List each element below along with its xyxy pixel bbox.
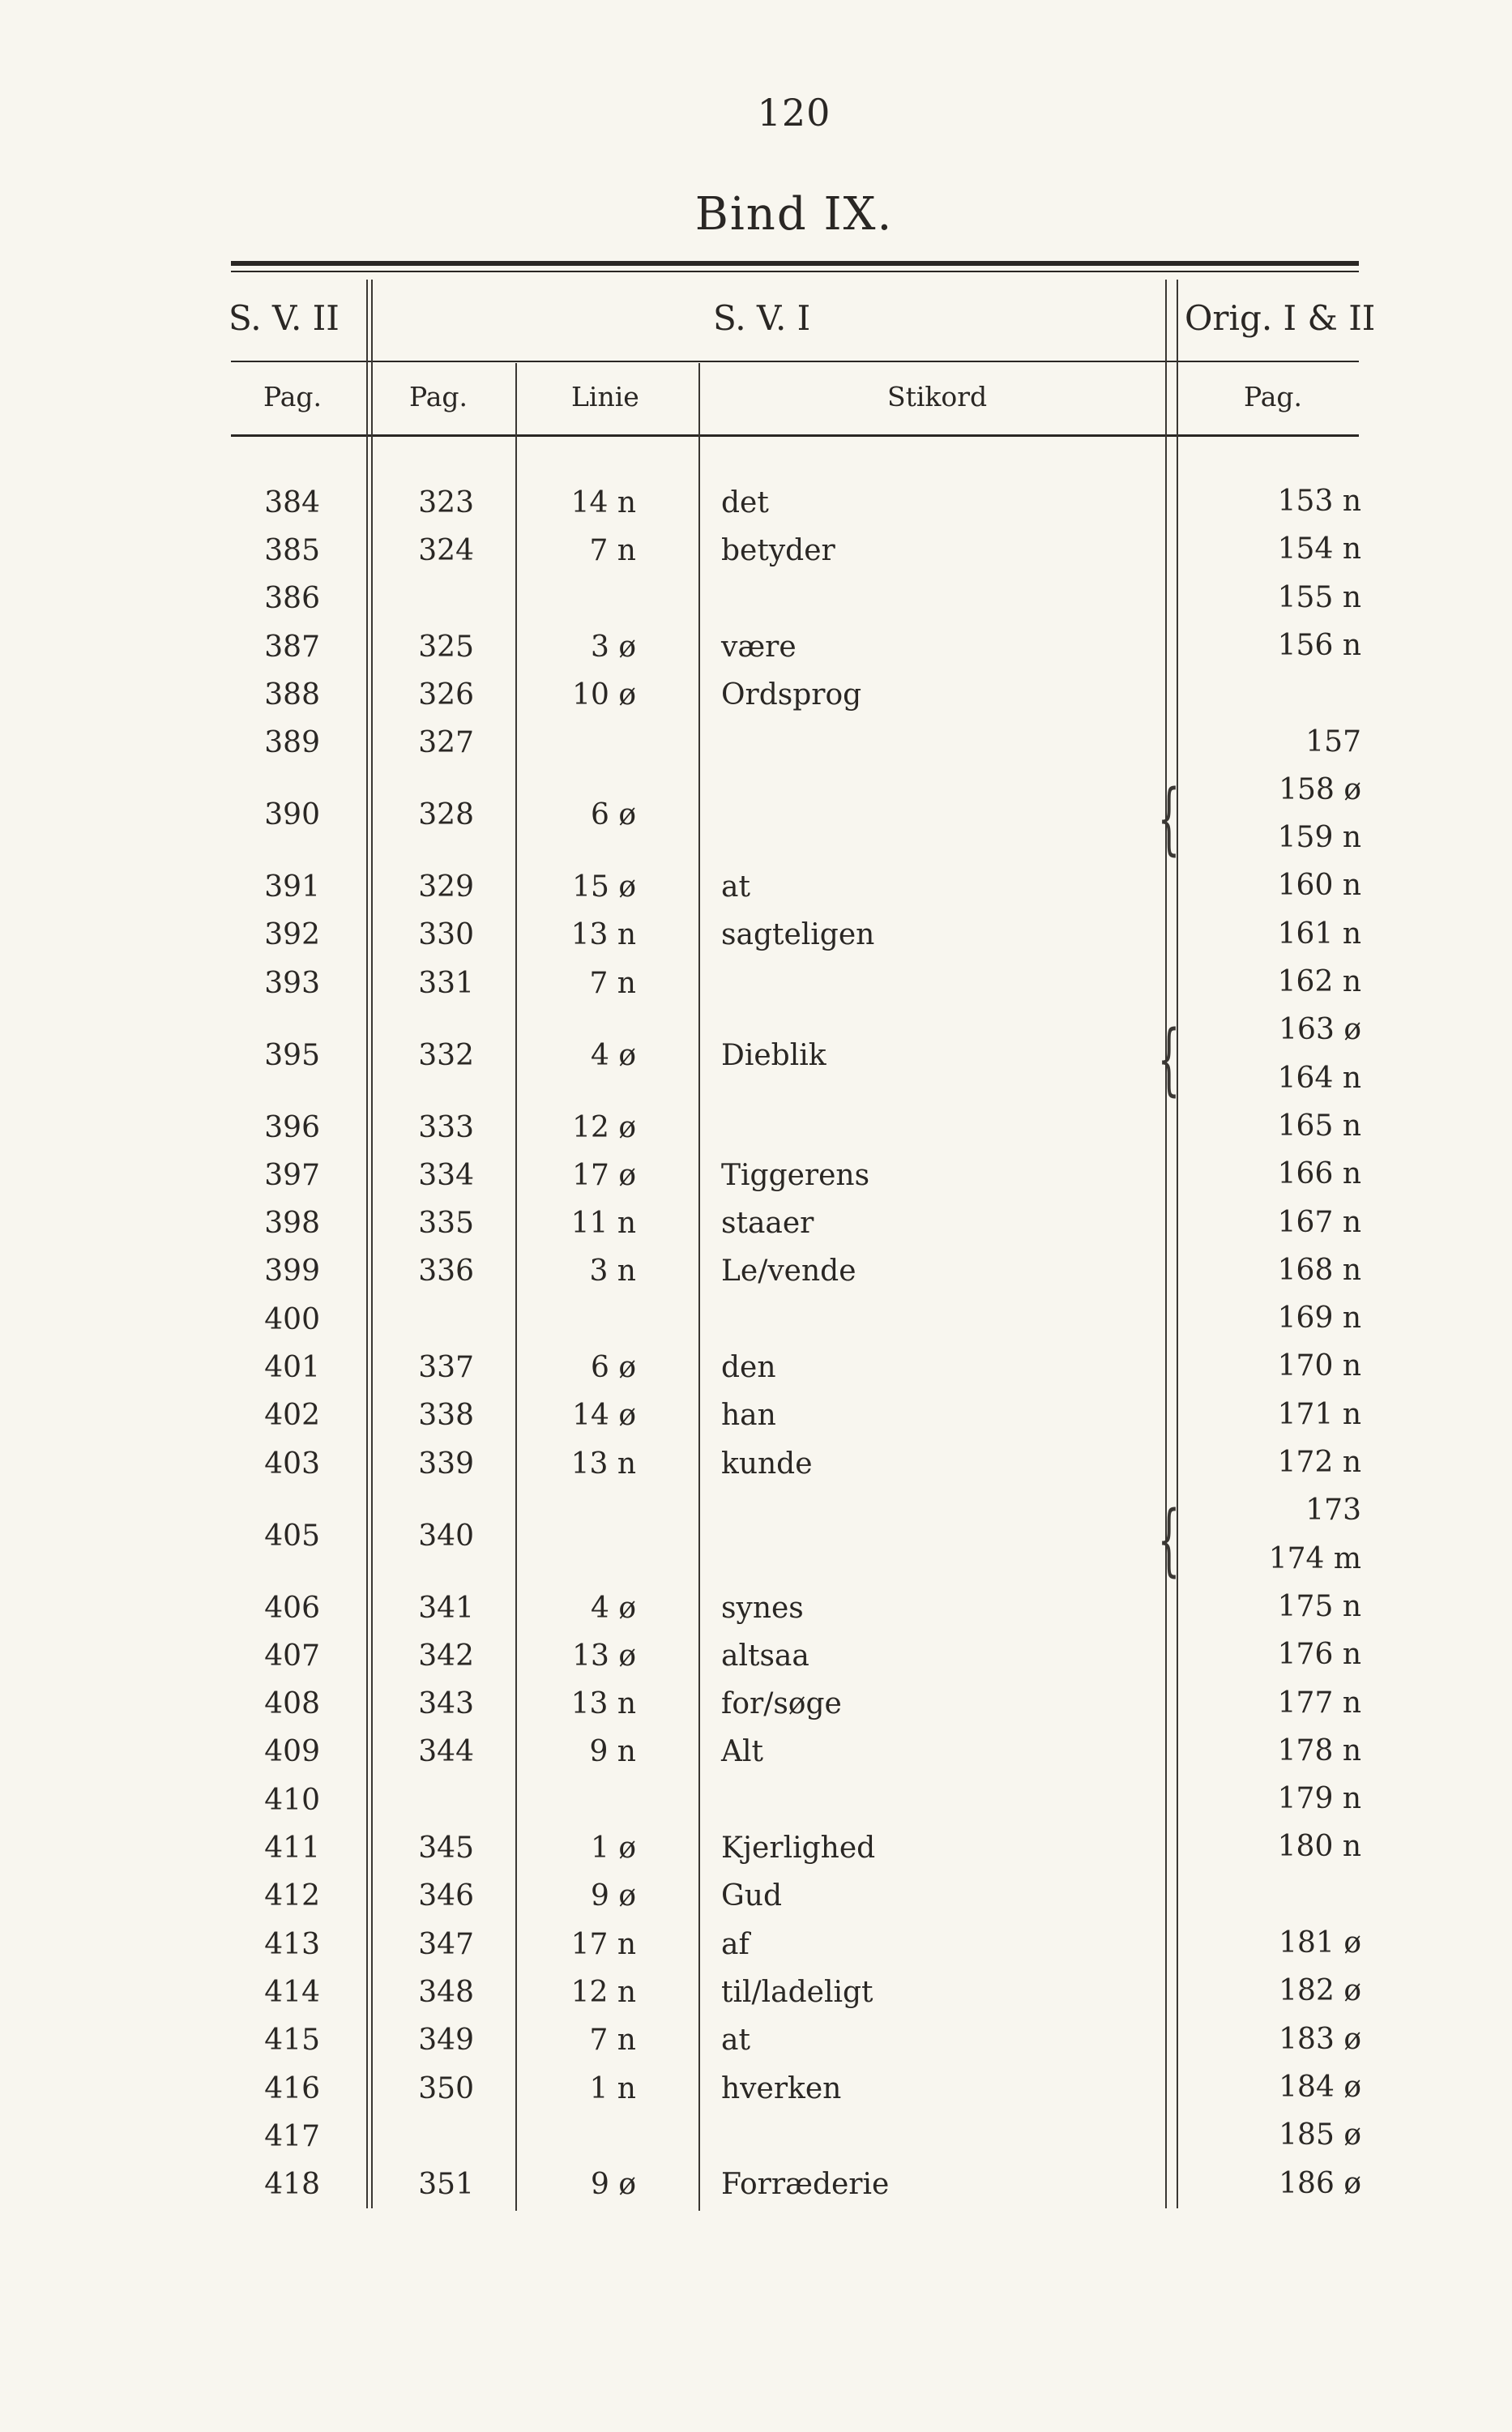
cell-orig-pag: 172 n: [1277, 1446, 1361, 1479]
cell-linie: 17 ø: [572, 1158, 636, 1192]
cell-sv2-pag: 412: [264, 1879, 320, 1913]
cell-stikord: kunde: [721, 1447, 813, 1481]
cell-sv1-pag: 337: [418, 1351, 474, 1385]
cell-linie: 3 ø: [590, 630, 636, 664]
cell-sv1-pag: 341: [418, 1591, 474, 1625]
cell-stikord: Dieblik: [721, 1038, 826, 1072]
cell-sv2-pag: 399: [264, 1254, 320, 1289]
cell-sv1-pag: 351: [418, 2168, 474, 2202]
header-rule: [231, 361, 1359, 362]
cell-stikord: Forræderie: [721, 2168, 890, 2202]
cell-sv1-pag: 324: [418, 533, 474, 567]
cell-sv1-pag: 339: [418, 1447, 474, 1481]
cell-linie: 13 n: [570, 1687, 636, 1721]
cell-orig-pag: 155 n: [1277, 580, 1361, 614]
cell-sv2-pag: 416: [264, 2071, 320, 2105]
cell-linie: 4 ø: [590, 1038, 636, 1072]
cell-sv2-pag: 393: [264, 966, 320, 1000]
cell-stikord: det: [721, 485, 769, 519]
cell-linie: 1 ø: [590, 1831, 636, 1866]
header-orig: Orig. I & II: [1185, 298, 1376, 338]
cell-linie: 13 n: [570, 918, 636, 952]
cell-linie: 15 ø: [572, 870, 636, 904]
cell-orig-pag: 176 n: [1277, 1638, 1361, 1672]
cell-linie: 11 n: [570, 1207, 636, 1241]
cell-sv2-pag: 405: [264, 1519, 320, 1553]
cell-orig-pag: 168 n: [1277, 1253, 1361, 1287]
cell-sv1-pag: 329: [418, 870, 474, 904]
brace-mark: {: [1157, 1013, 1181, 1105]
column-divider: [515, 363, 517, 2211]
cell-stikord: betyder: [721, 533, 835, 567]
cell-orig-pag: 183 ø: [1279, 2022, 1361, 2056]
cell-sv2-pag: 390: [264, 798, 320, 832]
cell-stikord: synes: [721, 1591, 804, 1625]
cell-stikord: for/søge: [721, 1687, 842, 1721]
cell-orig-pag: 179 n: [1277, 1782, 1361, 1816]
cell-orig-pag: 160 n: [1277, 869, 1361, 903]
cell-sv1-pag: 332: [418, 1038, 474, 1072]
cell-linie: 4 ø: [590, 1591, 636, 1625]
page-number: 120: [757, 91, 831, 135]
cell-sv2-pag: 385: [264, 533, 320, 567]
cell-sv2-pag: 410: [264, 1783, 320, 1817]
cell-orig-pag: 156 n: [1277, 628, 1361, 662]
cell-sv2-pag: 418: [264, 2168, 320, 2202]
top-rule-thin: [231, 271, 1359, 272]
column-divider: [371, 280, 373, 2208]
cell-sv1-pag: 330: [418, 918, 474, 952]
cell-orig-pag: 167 n: [1277, 1205, 1361, 1239]
cell-orig-pag: 154 n: [1277, 532, 1361, 566]
cell-orig-pag: 182 ø: [1279, 1974, 1361, 2008]
cell-sv2-pag: 402: [264, 1399, 320, 1433]
cell-sv1-pag: 342: [418, 1639, 474, 1673]
cell-sv2-pag: 384: [264, 485, 320, 519]
cell-sv2-pag: 403: [264, 1447, 320, 1481]
cell-orig-pag: 158 ø: [1279, 772, 1361, 806]
cell-orig-pag: 169 n: [1277, 1301, 1361, 1336]
cell-sv1-pag: 331: [418, 966, 474, 1000]
cell-sv2-pag: 417: [264, 2119, 320, 2153]
cell-linie: 12 ø: [572, 1110, 636, 1144]
cell-stikord: Ordsprog: [721, 677, 862, 712]
header-sv1: S. V. I: [713, 298, 811, 338]
cell-stikord: Kjerlighed: [721, 1831, 876, 1866]
cell-orig-pag: 163 ø: [1279, 1013, 1361, 1047]
cell-orig-pag: 159 n: [1277, 821, 1361, 855]
cell-orig-pag: 175 n: [1277, 1589, 1361, 1623]
cell-sv2-pag: 409: [264, 1735, 320, 1769]
cell-linie: 1 n: [589, 2071, 636, 2105]
cell-stikord: den: [721, 1351, 776, 1385]
cell-sv1-pag: 323: [418, 485, 474, 519]
subheader-pag-sv1: Pag.: [409, 381, 468, 412]
brace-mark: {: [1157, 773, 1181, 865]
volume-title: Bind IX.: [694, 188, 894, 241]
cell-sv2-pag: 398: [264, 1207, 320, 1241]
brace-mark: {: [1157, 1494, 1181, 1585]
cell-orig-pag: 181 ø: [1279, 1926, 1361, 1960]
cell-sv1-pag: 343: [418, 1687, 474, 1721]
cell-linie: 3 n: [589, 1254, 636, 1289]
cell-sv2-pag: 413: [264, 1927, 320, 1961]
cell-sv2-pag: 406: [264, 1591, 320, 1625]
cell-sv1-pag: 344: [418, 1735, 474, 1769]
header-sv2: S. V. II: [229, 298, 340, 338]
cell-linie: 6 ø: [590, 798, 636, 832]
cell-linie: 12 n: [570, 1975, 636, 2009]
cell-sv1-pag: 333: [418, 1110, 474, 1144]
cell-sv2-pag: 415: [264, 2024, 320, 2058]
cell-stikord: af: [721, 1927, 750, 1961]
cell-linie: 9 ø: [590, 2168, 636, 2202]
cell-sv1-pag: 340: [418, 1519, 474, 1553]
cell-orig-pag: 177 n: [1277, 1686, 1361, 1720]
cell-orig-pag: 180 n: [1277, 1830, 1361, 1864]
subheader-pag-orig: Pag.: [1244, 381, 1303, 412]
cell-stikord: Tiggerens: [721, 1158, 870, 1192]
cell-orig-pag: 174 m: [1268, 1541, 1361, 1575]
cell-linie: 17 n: [570, 1927, 636, 1961]
cell-orig-pag: 162 n: [1277, 965, 1361, 998]
cell-stikord: altsaa: [721, 1639, 809, 1673]
cell-sv1-pag: 326: [418, 677, 474, 712]
cell-linie: 13 n: [570, 1447, 636, 1481]
cell-sv2-pag: 411: [264, 1831, 320, 1866]
cell-sv1-pag: 350: [418, 2071, 474, 2105]
cell-sv2-pag: 396: [264, 1110, 320, 1144]
cell-orig-pag: 153 n: [1277, 485, 1361, 518]
cell-linie: 13 ø: [572, 1639, 636, 1673]
cell-orig-pag: 170 n: [1277, 1349, 1361, 1383]
cell-stikord: staaer: [721, 1207, 814, 1241]
cell-stikord: han: [721, 1399, 776, 1433]
cell-sv2-pag: 407: [264, 1639, 320, 1673]
subheader-stikord: Stikord: [887, 381, 988, 412]
top-rule-thick: [231, 261, 1359, 266]
cell-sv2-pag: 395: [264, 1038, 320, 1072]
cell-sv2-pag: 387: [264, 630, 320, 664]
cell-sv2-pag: 408: [264, 1687, 320, 1721]
cell-orig-pag: 166 n: [1277, 1157, 1361, 1191]
cell-sv1-pag: 327: [418, 726, 474, 760]
cell-orig-pag: 164 n: [1277, 1061, 1361, 1095]
cell-stikord: Alt: [721, 1735, 763, 1769]
cell-sv1-pag: 334: [418, 1158, 474, 1192]
cell-sv1-pag: 335: [418, 1207, 474, 1241]
cell-orig-pag: 171 n: [1277, 1397, 1361, 1431]
column-divider: [1165, 280, 1167, 2208]
cell-sv1-pag: 328: [418, 798, 474, 832]
cell-orig-pag: 157: [1305, 724, 1361, 759]
cell-linie: 7 n: [589, 533, 636, 567]
subheader-pag-sv2: Pag.: [263, 381, 322, 412]
cell-sv2-pag: 389: [264, 726, 320, 760]
cell-sv1-pag: 336: [418, 1254, 474, 1289]
subheader-linie: Linie: [571, 381, 639, 412]
cell-orig-pag: 178 n: [1277, 1733, 1361, 1767]
cell-sv2-pag: 414: [264, 1975, 320, 2009]
column-divider: [366, 280, 368, 2208]
cell-stikord: sagteligen: [721, 918, 875, 952]
cell-sv1-pag: 348: [418, 1975, 474, 2009]
cell-linie: 10 ø: [572, 677, 636, 712]
cell-sv2-pag: 392: [264, 918, 320, 952]
cell-linie: 7 n: [589, 966, 636, 1000]
cell-stikord: til/ladeligt: [721, 1975, 873, 2009]
cell-linie: 9 n: [589, 1735, 636, 1769]
cell-sv2-pag: 386: [264, 582, 320, 616]
cell-linie: 14 ø: [572, 1399, 636, 1433]
cell-orig-pag: 184 ø: [1279, 2070, 1361, 2104]
cell-stikord: at: [721, 2024, 750, 2058]
cell-linie: 6 ø: [590, 1351, 636, 1385]
cell-sv1-pag: 325: [418, 630, 474, 664]
cell-sv1-pag: 338: [418, 1399, 474, 1433]
cell-orig-pag: 173: [1305, 1494, 1361, 1528]
cell-sv1-pag: 346: [418, 1879, 474, 1913]
cell-sv2-pag: 388: [264, 677, 320, 712]
cell-sv2-pag: 397: [264, 1158, 320, 1192]
column-divider: [1177, 280, 1178, 2208]
cell-orig-pag: 185 ø: [1279, 2118, 1361, 2152]
cell-linie: 9 ø: [590, 1879, 636, 1913]
cell-stikord: være: [721, 630, 797, 664]
column-divider: [698, 363, 700, 2211]
cell-orig-pag: 165 n: [1277, 1109, 1361, 1143]
cell-stikord: Gud: [721, 1879, 782, 1913]
cell-orig-pag: 161 n: [1277, 917, 1361, 951]
cell-sv2-pag: 400: [264, 1302, 320, 1336]
cell-sv1-pag: 345: [418, 1831, 474, 1866]
subheader-rule: [231, 434, 1359, 437]
cell-linie: 14 n: [570, 485, 636, 519]
cell-sv2-pag: 401: [264, 1351, 320, 1385]
cell-sv1-pag: 349: [418, 2024, 474, 2058]
cell-sv1-pag: 347: [418, 1927, 474, 1961]
cell-sv2-pag: 391: [264, 870, 320, 904]
cell-orig-pag: 186 ø: [1279, 2166, 1361, 2200]
cell-stikord: Le/vende: [721, 1254, 856, 1289]
cell-linie: 7 n: [589, 2024, 636, 2058]
cell-stikord: at: [721, 870, 750, 904]
cell-stikord: hverken: [721, 2071, 842, 2105]
